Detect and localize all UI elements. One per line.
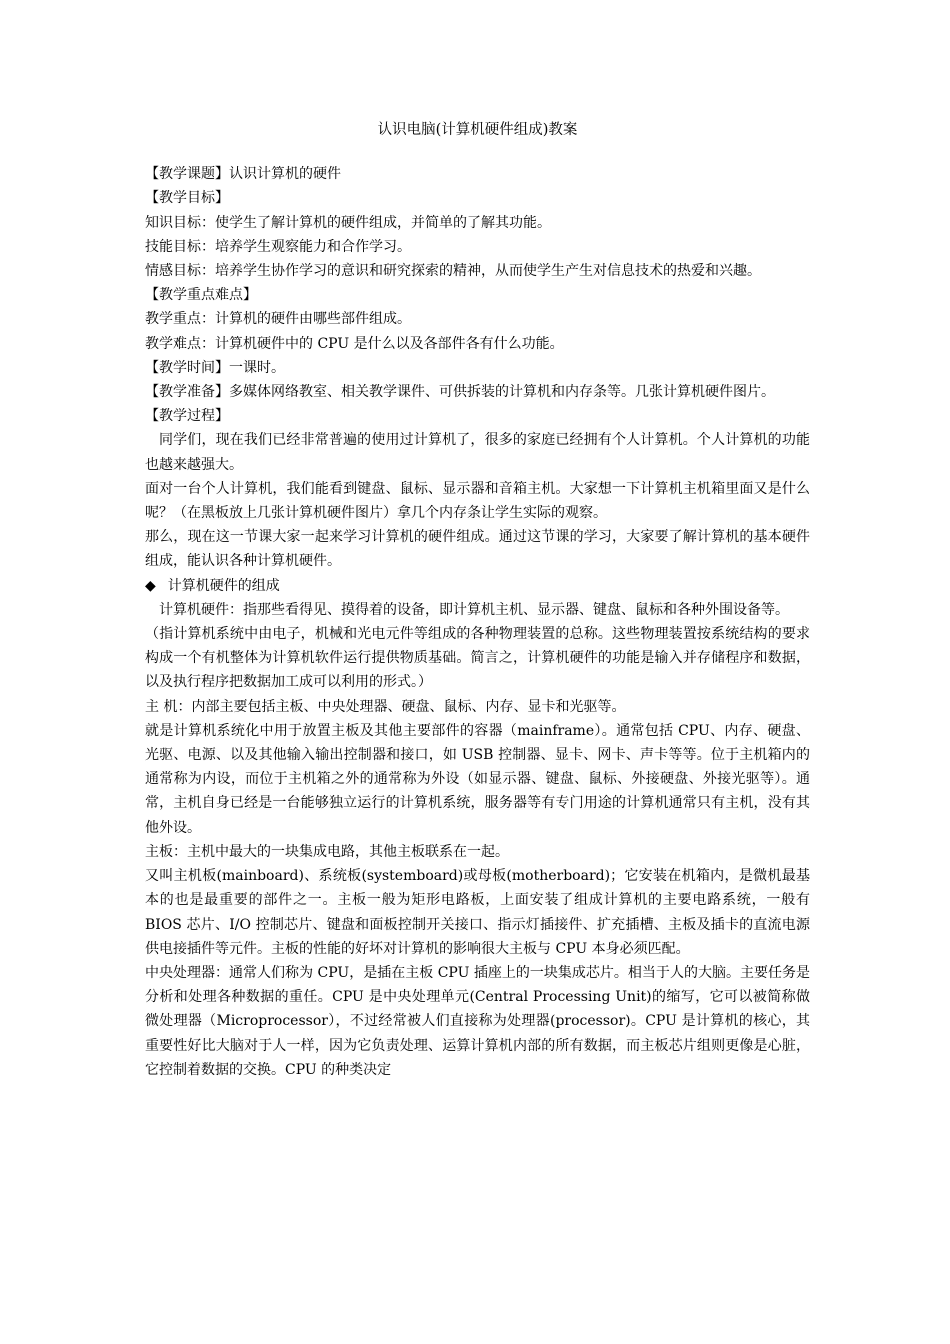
cpu-detail: 中央处理器：通常人们称为 CPU，是插在主板 CPU 插座上的一块集成芯片。相当于人的大脑。主要任务是分析和处理各种数据的重任。CPU 是中央处理单元(Central Processing Unit)的缩写，它可以被简称做微处理器（Microprocessor），不过经常被人们直接称为处理器(processor)。CPU 是计算机的核心，其重要性好比大脑对于人一样，因为它负责处理、运算计算机内部的所有数据，而主板芯片组则更像是心脏，它控制着数据的交换。CPU 的种类决定 xyxy=(145,964,810,1078)
hardware-definition: 计算机硬件：指那些看得见、摸得着的设备，即计算机主机、显示器、键盘、鼠标和各种外围设备等。 xyxy=(159,601,789,618)
affective-objective: 情感目标：培养学生协作学习的意识和研究探索的精神，从而使学生产生对信息技术的热爱和兴趣。 xyxy=(145,263,761,280)
difficult-point: 教学难点：计算机硬件中的 CPU 是什么以及各部件各有什么功能。 xyxy=(145,335,564,352)
process-heading: 【教学过程】 xyxy=(145,408,229,425)
hardware-explanation: （指计算机系统中由电子，机械和光电元件等组成的各种物理装置的总称。这些物理装置按系统结构的要求构成一个有机整体为计算机软件运行提供物质基础。简言之，计算机硬件的功能是输入并存储程序和数据，以及执行程序把数据加工成可以利用的形式。） xyxy=(145,626,810,691)
bullet-hardware-composition xyxy=(145,574,810,598)
key-points-heading: 【教学重点难点】 xyxy=(145,287,257,304)
motherboard-summary: 主板：主机中最大的一块集成电路，其他主板联系在一起。 xyxy=(145,843,509,860)
lesson-time: 【教学时间】一课时。 xyxy=(145,359,285,376)
observation-paragraph: 面对一台个人计算机，我们能看到键盘、鼠标、显示器和音箱主机。大家想一下计算机主机箱里面又是什么呢？（在黑板放上几张计算机硬件图片）拿几个内存条让学生实际的观察。 xyxy=(145,480,810,522)
document-title: 认识电脑(计算机硬件组成)教案 xyxy=(377,122,578,138)
bullet-text: 计算机硬件的组成 xyxy=(167,577,280,594)
key-point: 教学重点：计算机的硬件由哪些部件组成。 xyxy=(145,311,411,328)
motherboard-detail: 又叫主机板(mainboard)、系统板(systemboard)或母板(motherboard)；它安装在机箱内，是微机最基本的也是最重要的部件之一。主板一般为矩形电路板，上面安装了组成计算机的主要电路系统，一般有 BIOS 芯片、I/O 控制芯片、键盘和面板控制开关接口、指示灯插接件、扩充插槽、主板及插卡的直流电源供电接插件等元件。主板的性能的好坏对计算机的影响很大主板与 CPU 本身必须匹配。 xyxy=(145,868,810,957)
lesson-topic: 【教学课题】认识计算机的硬件 xyxy=(145,166,341,183)
objectives-heading: 【教学目标】 xyxy=(145,190,229,207)
knowledge-objective: 知识目标：使学生了解计算机的硬件组成，并简单的了解其功能。 xyxy=(145,214,551,231)
lesson-goal-paragraph: 那么，现在这一节课大家一起来学习计算机的硬件组成。通过这节课的学习，大家要了解计算机的基本硬件组成，能认识各种计算机硬件。 xyxy=(145,529,810,570)
skill-objective: 技能目标：培养学生观察能力和合作学习。 xyxy=(145,238,411,255)
lesson-preparation: 【教学准备】多媒体网络教室、相关教学课件、可供拆装的计算机和内存条等。几张计算机硬件图片。 xyxy=(145,384,775,401)
diamond-bullet-icon: ◆ xyxy=(145,577,156,594)
host-summary: 主 机：内部主要包括主板、中央处理器、硬盘、鼠标、内存、显卡和光驱等。 xyxy=(145,698,626,715)
intro-paragraph: 同学们，现在我们已经非常普遍的使用过计算机了，很多的家庭已经拥有个人计算机。个人计算机的功能也越来越强大。 xyxy=(145,432,810,473)
host-detail: 就是计算机系统化中用于放置主板及其他主要部件的容器（mainframe）。通常包括 CPU、内存、硬盘、光驱、电源、以及其他输入输出控制器和接口，如 USB 控制器、显卡、网卡、声卡等等。位于主机箱内的通常称为内设，而位于主机箱之外的通常称为外设（如显示器、键盘、鼠标、外接硬盘、外接光驱等）。通常，主机自身已经是一台能够独立运行的计算机系统，服务器等有专门用途的计算机通常只有主机，没有其他外设。 xyxy=(145,722,810,836)
document-page xyxy=(145,118,810,1082)
